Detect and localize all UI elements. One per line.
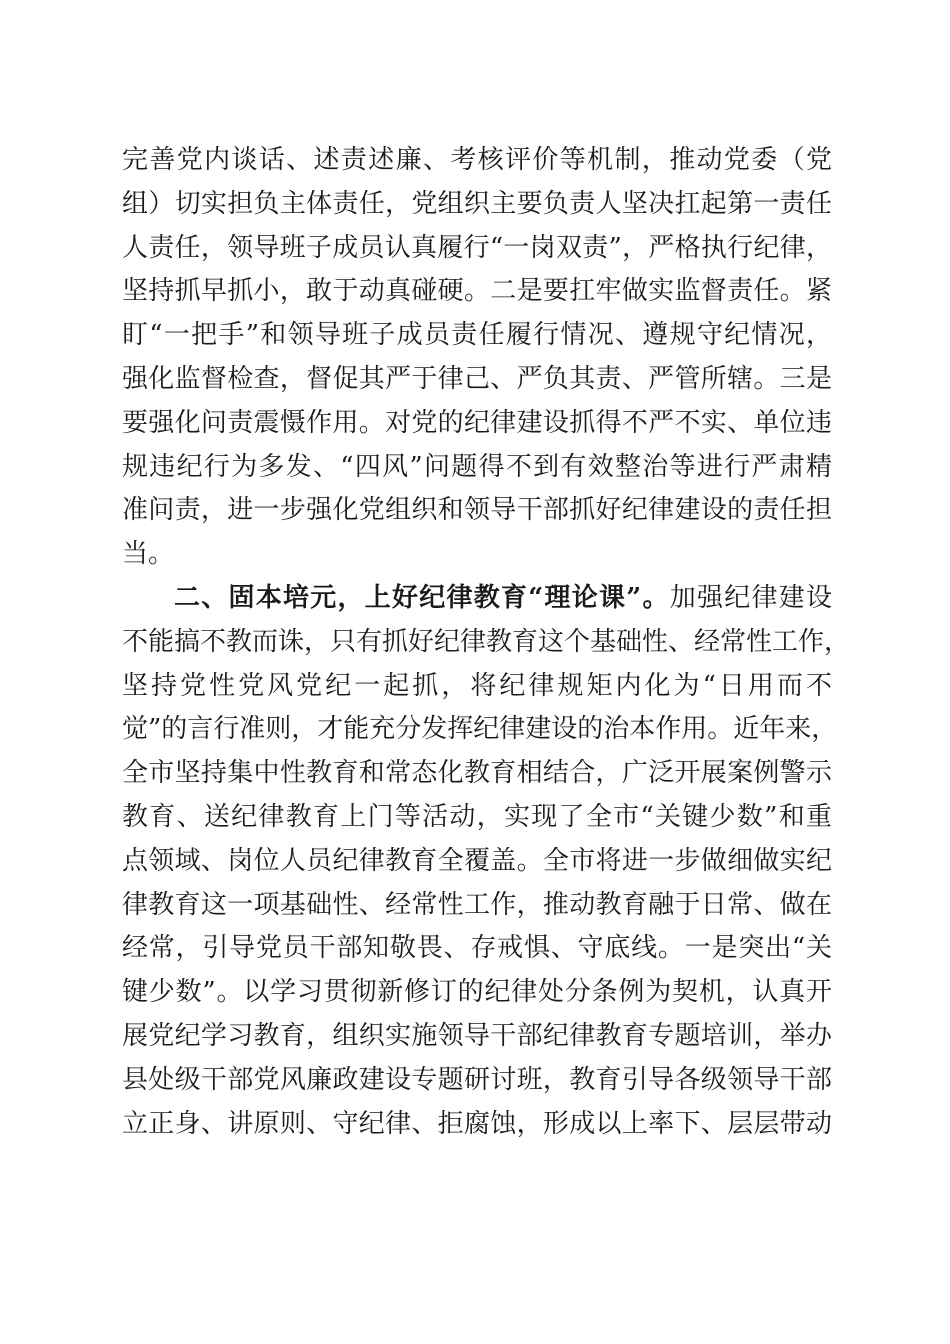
paragraph-2-first-line-text: 加强纪律建设	[669, 582, 832, 613]
paragraph-2-line: 经常，引导党员干部知敬畏、存戒惧、守底线。一是突出“关	[122, 933, 832, 964]
paragraph-2-line: 键少数”。以学习贯彻新修订的纪律处分条例为契机，认真开	[122, 977, 832, 1008]
paragraph-2-line: 点领域、岗位人员纪律教育全覆盖。全市将进一步做细做实纪	[122, 845, 832, 876]
paragraph-1-line: 规违纪行为多发、“四风”问题得不到有效整治等进行严肃精	[122, 451, 832, 482]
paragraph-2-line: 全市坚持集中性教育和常态化教育相结合，广泛开展案例警示	[122, 758, 832, 789]
paragraph-1-line: 盯“一把手”和领导班子成员责任履行情况、遵规守纪情况，	[122, 320, 832, 351]
paragraph-1-line: 当。	[122, 539, 175, 570]
paragraph-2-line: 教育、送纪律教育上门等活动，实现了全市“关键少数”和重	[122, 801, 832, 832]
paragraph-2-line: 不能搞不教而诛，只有抓好纪律教育这个基础性、经常性工作，	[122, 626, 851, 657]
paragraph-2-line: 律教育这一项基础性、经常性工作，推动教育融于日常、做在	[122, 889, 832, 920]
paragraph-2-line: 立正身、讲原则、守纪律、拒腐蚀，形成以上率下、层层带动	[122, 1108, 832, 1139]
paragraph-1-line: 完善党内谈话、述责述廉、考核评价等机制，推动党委（党	[122, 145, 832, 175]
paragraph-1	[122, 139, 832, 577]
paragraph-2	[122, 577, 851, 1146]
paragraph-1-line: 组）切实担负主体责任，党组织主要负责人坚决扛起第一责任	[122, 188, 832, 219]
paragraph-1-line: 准问责，进一步强化党组织和领导干部抓好纪律建设的责任担	[122, 495, 832, 526]
paragraph-1-line: 要强化问责震慑作用。对党的纪律建设抓得不严不实、单位违	[122, 407, 832, 438]
section-heading: 二、固本培元，上好纪律教育“理论课”。	[174, 582, 670, 613]
paragraph-1-line: 强化监督检查，督促其严于律己、严负其责、严管所辖。三是	[122, 363, 832, 394]
document-body	[122, 139, 851, 1146]
paragraph-2-first-line	[122, 577, 832, 621]
paragraph-1-line: 坚持抓早抓小，敢于动真碰硬。二是要扛牢做实监督责任。紧	[122, 276, 832, 307]
paragraph-2-line: 觉”的言行准则，才能充分发挥纪律建设的治本作用。近年来，	[122, 714, 838, 745]
paragraph-2-line: 坚持党性党风党纪一起抓，将纪律规矩内化为“日用而不	[122, 670, 832, 701]
paragraph-1-line: 人责任，领导班子成员认真履行“一岗双责”，严格执行纪律，	[122, 232, 832, 263]
paragraph-2-line: 县处级干部党风廉政建设专题研讨班，教育引导各级领导干部	[122, 1064, 832, 1095]
paragraph-2-line: 展党纪学习教育，组织实施领导干部纪律教育专题培训，举办	[122, 1020, 832, 1051]
